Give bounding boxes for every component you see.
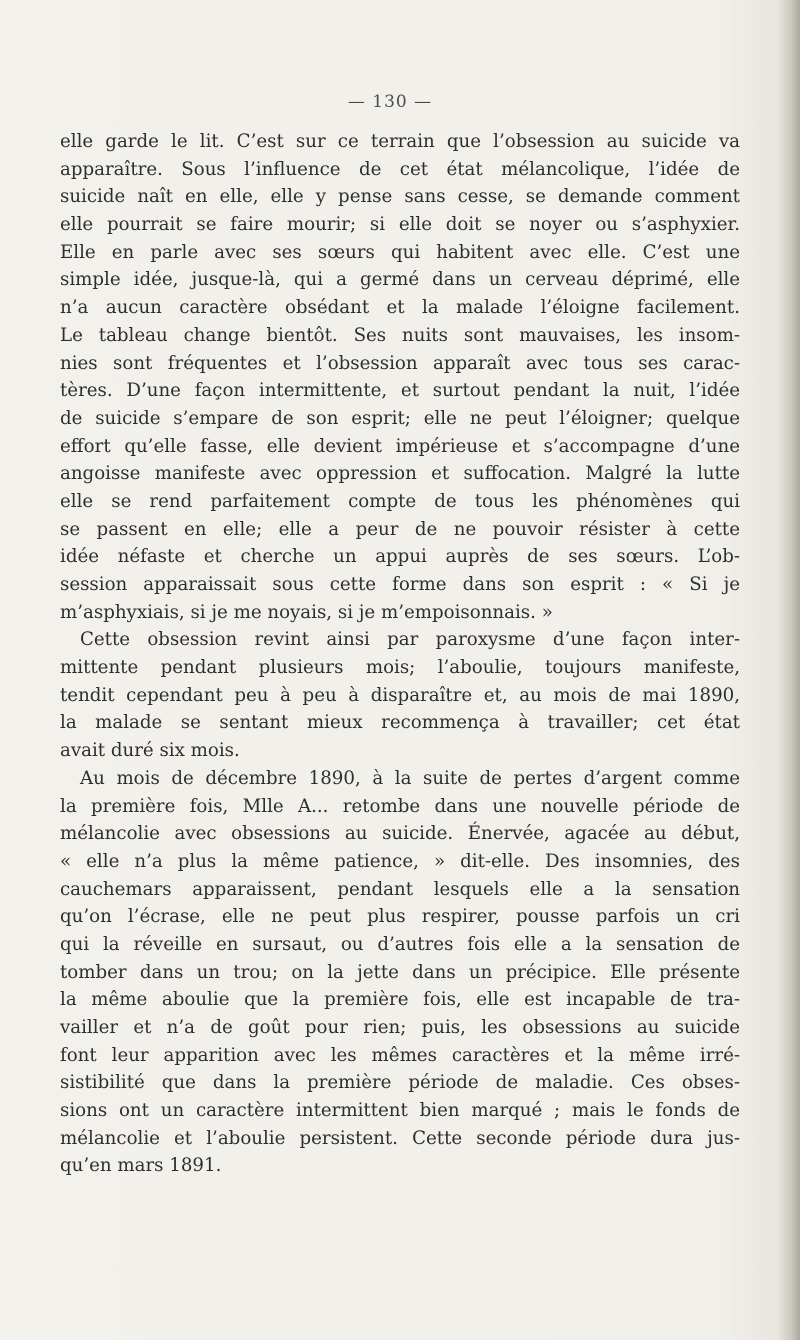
text-line: « elle n’a plus la même patience, » dit-elle. Des insomnies, des xyxy=(60,850,740,872)
text-line: angoisse manifeste avec oppression et suffocation. Malgré la lutte xyxy=(60,463,740,485)
text-line: Elle en parle avec ses sœurs qui habitent avec elle. C’est une xyxy=(60,241,740,263)
text-line: sistibilité que dans la première période de maladie. Ces obses- xyxy=(60,1072,740,1094)
text-line: tomber dans un trou; on la jette dans un précipice. Elle présente xyxy=(60,961,740,983)
text-line: font leur apparition avec les mêmes caractères et la même irré- xyxy=(60,1044,740,1066)
text-line: Le tableau change bientôt. Ses nuits sont mauvaises, les insom- xyxy=(60,324,740,346)
text-line: Cette obsession revint ainsi par paroxysme d’une façon inter- xyxy=(80,629,740,651)
text-line: m’asphyxiais, si je me noyais, si je m’empoisonnais. » xyxy=(60,601,553,623)
text-line: elle pourrait se faire mourir; si elle doit se noyer ou s’asphyxier. xyxy=(60,214,740,236)
text-line: tères. D’une façon intermittente, et surtout pendant la nuit, l’idée xyxy=(60,380,740,402)
text-line: qu’en mars 1891. xyxy=(60,1155,222,1177)
text-line: sions ont un caractère intermittent bien marqué ; mais le fonds de xyxy=(60,1100,740,1122)
text-line: mélancolie et l’aboulie persistent. Cette seconde période dura jus- xyxy=(60,1127,740,1149)
text-line: la première fois, Mlle A... retombe dans une nouvelle période de xyxy=(60,795,740,817)
page-gutter-shadow xyxy=(778,0,800,1340)
text-line: elle se rend parfaitement compte de tous les phénomènes qui xyxy=(60,490,740,512)
text-line: qui la réveille en sursaut, ou d’autres fois elle a la sensation de xyxy=(60,933,740,955)
text-line: elle garde le lit. C’est sur ce terrain que l’obsession au suicide va xyxy=(60,131,740,152)
text-line: de suicide s’empare de son esprit; elle ne peut l’éloigner; quelque xyxy=(60,407,740,429)
text-line: Au mois de décembre 1890, à la suite de pertes d’argent comme xyxy=(80,767,740,789)
text-line: session apparaissait sous cette forme dans son esprit : « Si je xyxy=(60,574,740,595)
text-line: effort qu’elle fasse, elle devient impérieuse et s’accompagne d’une xyxy=(60,435,740,457)
text-line: n’a aucun caractère obsédant et la malade l’éloigne facilement. xyxy=(60,297,740,319)
text-line: la même aboulie que la première fois, elle est incapable de tra- xyxy=(60,989,740,1011)
text-line: mélancolie avec obsessions au suicide. Énervée, agacée au début, xyxy=(60,823,740,845)
text-line: mittente pendant plusieurs mois; l’aboulie, toujours manifeste, xyxy=(60,657,740,679)
text-line: tendit cependant peu à peu à disparaître et, au mois de mai 1890, xyxy=(60,684,740,706)
text-line: vailler et n’a de goût pour rien; puis, les obsessions au suicide xyxy=(60,1017,740,1038)
text-line: nies sont fréquentes et l’obsession apparaît avec tous ses carac- xyxy=(60,352,740,374)
page-number: — 130 — xyxy=(347,92,433,112)
text-line: qu’on l’écrase, elle ne peut plus respirer, pousse parfois un cri xyxy=(60,906,740,928)
text-line: avait duré six mois. xyxy=(60,740,240,762)
text-line: simple idée, jusque-là, qui a germé dans un cerveau déprimé, elle xyxy=(60,269,740,291)
text-line: cauchemars apparaissent, pendant lesquels elle a la sensation xyxy=(60,878,740,900)
text-line: suicide naît en elle, elle y pense sans cesse, se demande comment xyxy=(60,186,740,208)
text-line: se passent en elle; elle a peur de ne pouvoir résister à cette xyxy=(60,518,740,540)
text-line: apparaître. Sous l’influence de cet état mélancolique, l’idée de xyxy=(60,158,740,180)
text-line: idée néfaste et cherche un appui auprès de ses sœurs. L’ob- xyxy=(60,546,740,568)
text-line: la malade se sentant mieux recommença à travailler; cet état xyxy=(60,712,740,734)
body-text xyxy=(60,128,740,1180)
